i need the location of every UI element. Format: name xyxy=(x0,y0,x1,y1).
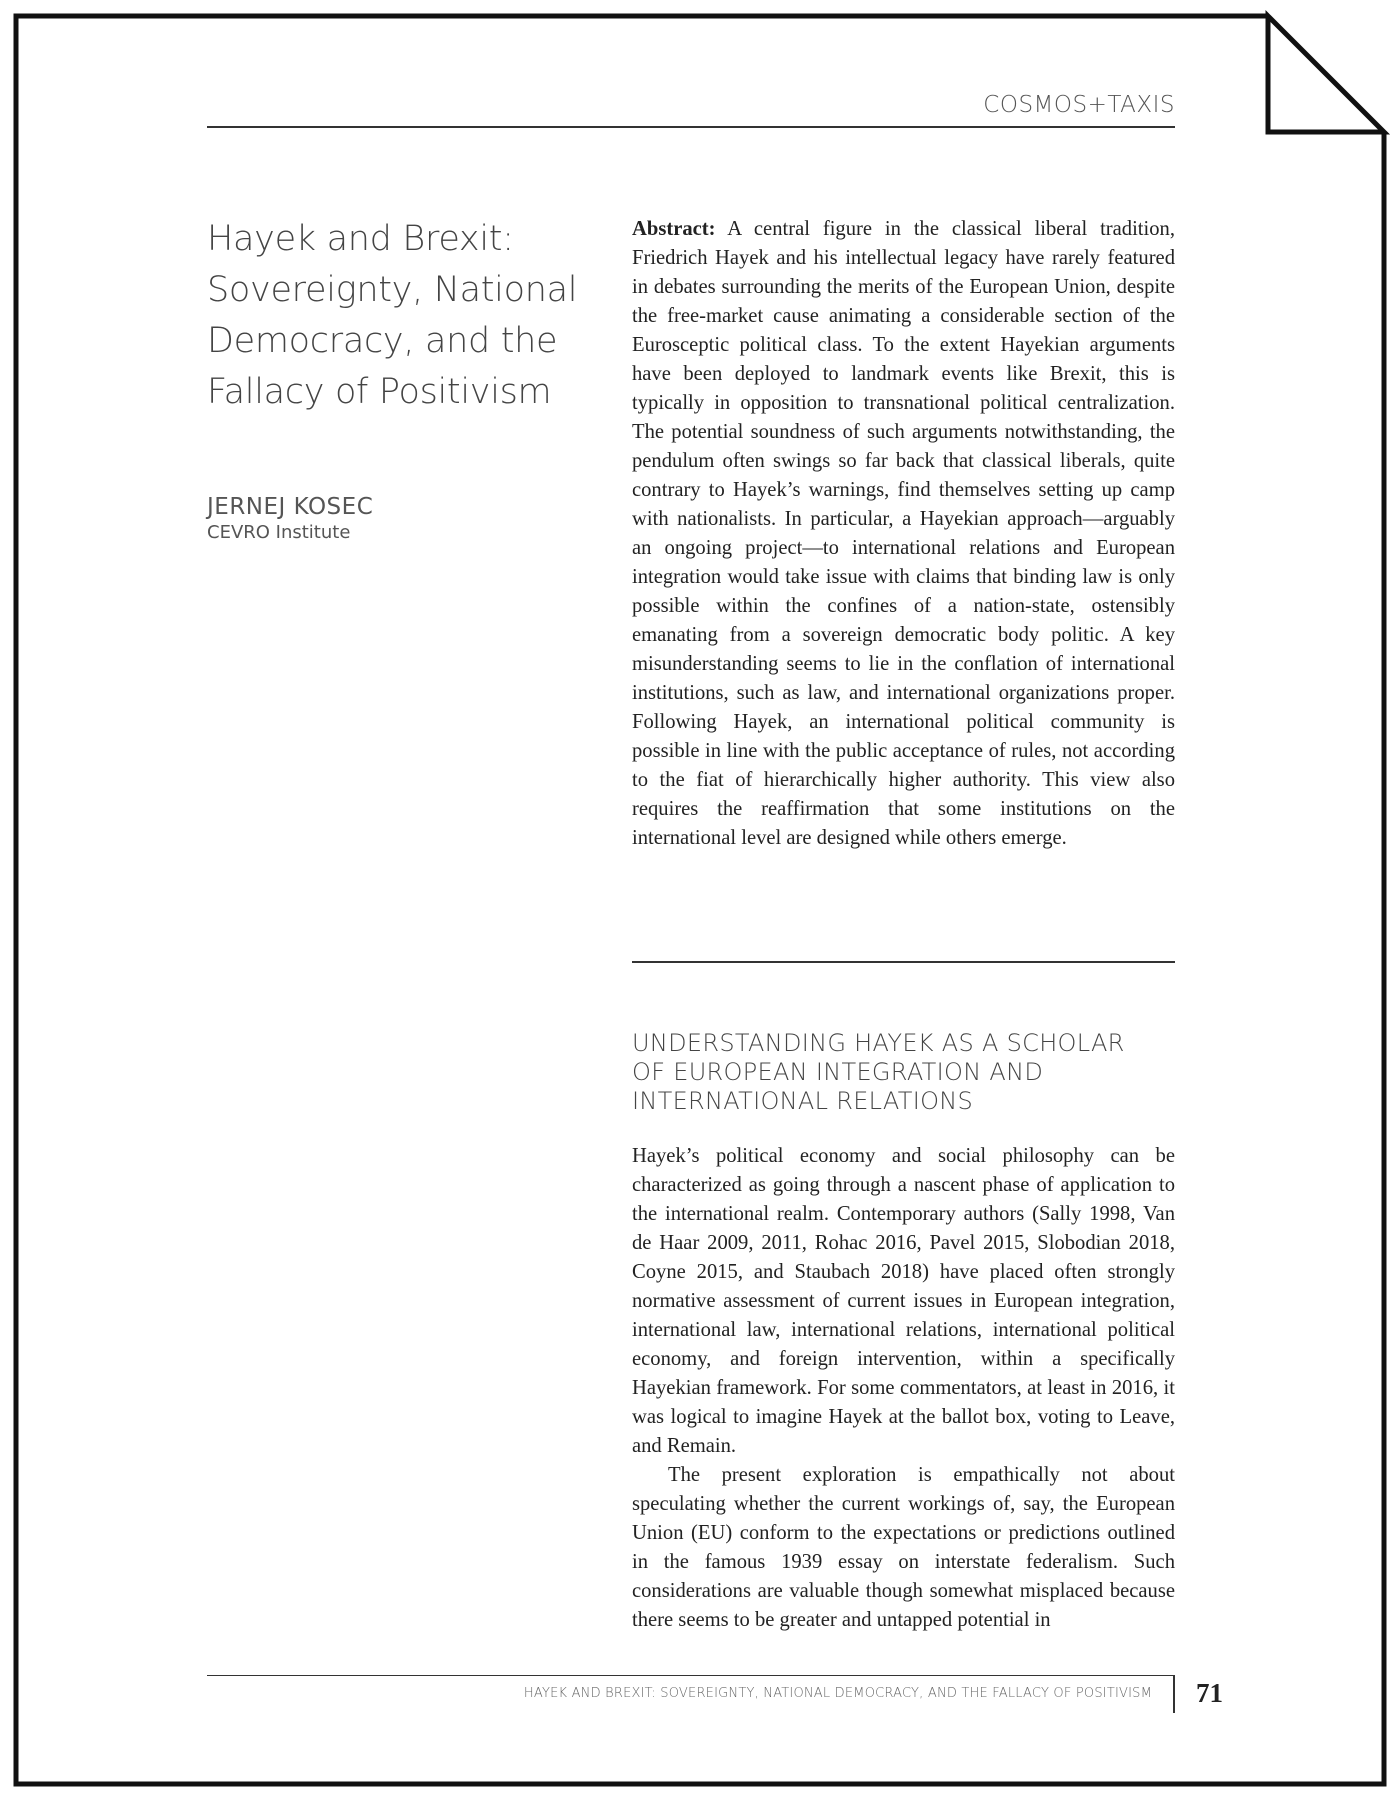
section-heading-line: INTERNATIONAL RELATIONS xyxy=(632,1087,974,1115)
abstract-label: Abstract: xyxy=(632,218,716,240)
title-block xyxy=(207,214,578,543)
title-line: Democracy, and the xyxy=(207,321,558,361)
running-footer-title: HAYEK AND BREXIT: SOVEREIGNTY, NATIONAL DEMOCRACY, AND THE FALLACY OF POSITIVISM xyxy=(523,1686,1152,1701)
title-line: Hayek and Brexit: xyxy=(207,219,514,259)
title-line: Sovereignty, National xyxy=(207,270,578,310)
title-line: Fallacy of Positivism xyxy=(207,372,552,412)
header-rule xyxy=(207,126,1175,128)
abstract xyxy=(632,215,1175,853)
article-title xyxy=(207,214,578,418)
section-heading-line: OF EUROPEAN INTEGRATION AND xyxy=(632,1058,1044,1086)
section-body xyxy=(632,1142,1175,1635)
body-paragraph: Hayek’s political economy and social philosophy can be characterized as going through a nascent phase of application to the international realm. Contemporary authors (Sally 1998, Van de Haar 2009, 2011, Rohac 2016, Pavel 2015, Slobodian 2018, Coyne 2015, and Staubach 2018) have placed often strongly normative assessment of current issues in European integration, international law, international relations, international political economy, and foreign intervention, within a specifically Hayekian framework. For some commentators, at least in 2016, it was logical to imagine Hayek at the ballot box, voting to Leave, and Remain. xyxy=(632,1145,1175,1457)
section-heading-line: UNDERSTANDING HAYEK AS A SCHOLAR xyxy=(632,1029,1125,1057)
abstract-text: A central figure in the classical liberal tradition, Friedrich Hayek and his intellectual legacy have rarely featured in debates surrounding the merits of the European Union, despite the free-market cause animating a considerable section of the Eurosceptic political class. To the extent Hayekian arguments have been deployed to landmark events like Brexit, this is typically in opposition to transnational political centralization. The potential soundness of such arguments notwithstanding, the pendulum often swings so far back that classical liberals, quite contrary to Hayek’s warnings, find themselves setting up camp with nationalists. In particular, a Hayekian approach—arguably an ongoing project—to international relations and European integration would take issue with claims that binding law is only possible within the confines of a nation-state, ostensibly emanating from a sovereign democratic body politic. A key misunderstanding seems to lie in the conflation of international institutions, such as law, and international organizations proper. Following Hayek, an international political community is possible in line with the public acceptance of rules, not according to the fiat of hierarchically higher authority. This view also requires the reaffirmation that some institutions on the international level are designed while others emerge. xyxy=(632,218,1175,849)
author-affiliation: CEVRO Institute xyxy=(207,522,351,543)
author-name: JERNEJ KOSEC xyxy=(207,494,374,520)
journal-name: COSMOS+TAXIS xyxy=(983,92,1175,118)
folded-corner xyxy=(1268,16,1384,132)
footer-divider xyxy=(1173,1675,1175,1713)
footer-rule xyxy=(207,1675,1175,1676)
page-number: 71 xyxy=(1196,1678,1223,1708)
body-paragraph: The present exploration is empathically not about speculating whether the current workings of, say, the European Union (EU) conform to the expectations or predictions outlined in the famous 1939 essay on interstate federalism. Such considerations are valuable though somewhat misplaced because there seems to be greater and untapped potential in xyxy=(632,1464,1175,1631)
section-heading xyxy=(632,1029,1175,1116)
abstract-divider xyxy=(632,961,1175,963)
